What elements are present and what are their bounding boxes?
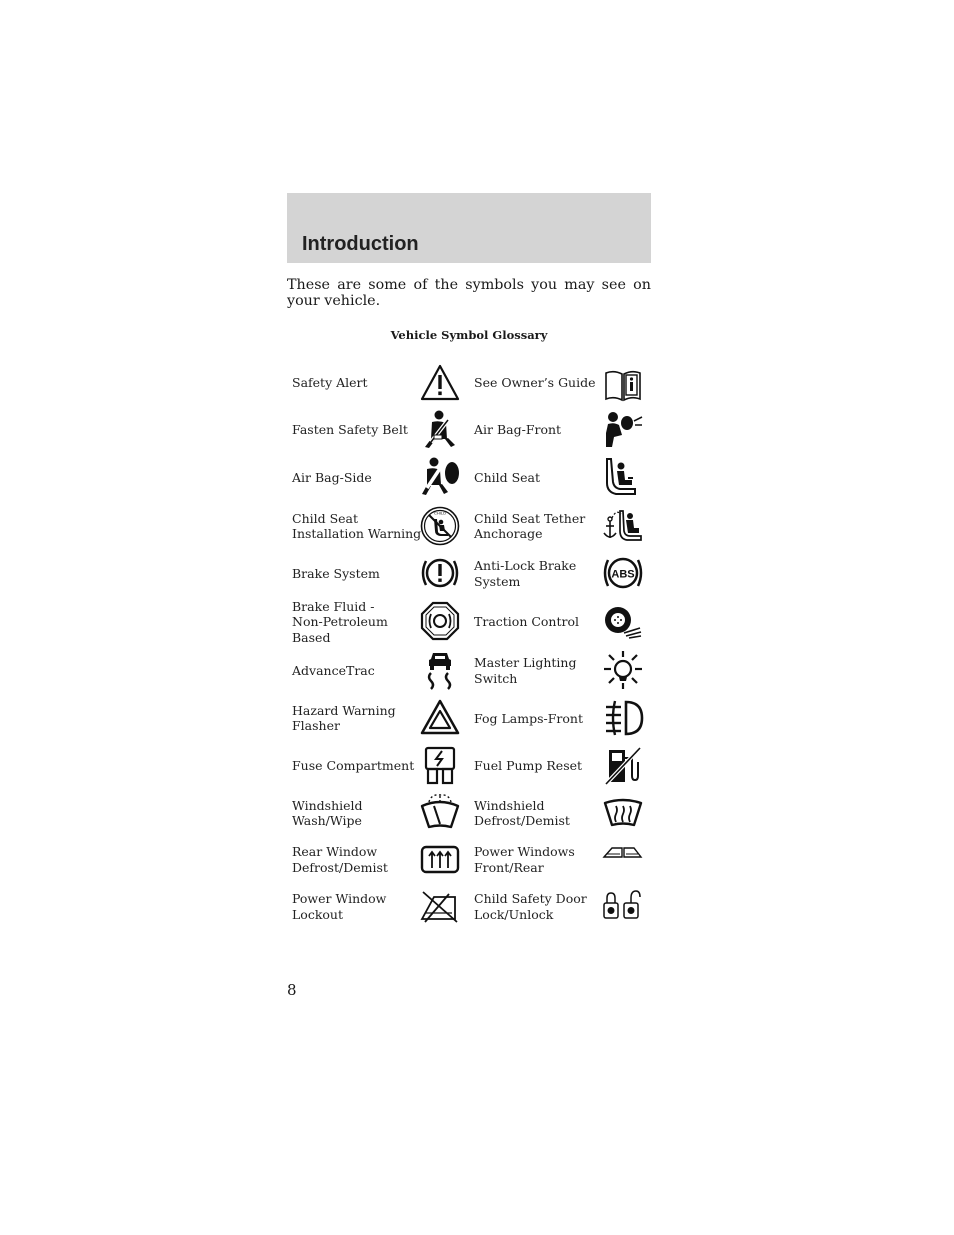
page-number: 8	[287, 981, 297, 999]
label-fuel-pump: Fuel Pump Reset	[474, 758, 583, 773]
label-master-lighting-1: Master Lighting	[474, 655, 577, 670]
abs-icon	[602, 552, 644, 594]
window-lockout-icon	[419, 886, 461, 928]
label-advancetrac: AdvanceTrac	[292, 663, 375, 678]
advancetrac-icon	[419, 649, 461, 691]
safety-alert-icon	[419, 362, 461, 404]
master-lighting-icon	[602, 649, 644, 691]
label-abs-1: Anti-Lock Brake	[474, 558, 577, 573]
label-traction-control: Traction Control	[474, 614, 579, 629]
label-rear-defrost-2: Defrost/Demist	[292, 860, 388, 875]
brake-fluid-icon	[419, 600, 461, 642]
label-air-bag-side: Air Bag-Side	[292, 470, 372, 485]
power-windows-icon	[602, 832, 644, 874]
fuse-icon	[419, 744, 461, 786]
label-brake-fluid-1: Brake Fluid -	[292, 599, 375, 614]
label-fasten-safety-belt: Fasten Safety Belt	[292, 422, 408, 437]
tether-anchor-icon	[602, 505, 644, 547]
windshield-defrost-icon	[602, 792, 644, 834]
page-title: Introduction	[302, 233, 419, 255]
hazard-icon	[419, 697, 461, 739]
label-brake-fluid-3: Based	[292, 630, 331, 645]
brake-system-icon	[419, 552, 461, 594]
label-abs-2: System	[474, 574, 521, 589]
label-window-lockout-2: Lockout	[292, 907, 344, 922]
label-child-tether-1: Child Seat Tether	[474, 511, 586, 526]
intro-paragraph: These are some of the symbols you may see on your vehicle.	[287, 277, 651, 309]
label-wash-wipe-1: Windshield	[292, 798, 363, 813]
label-ws-defrost-2: Defrost/Demist	[474, 813, 570, 828]
section-header	[287, 193, 651, 263]
child-door-lock-icon	[602, 886, 644, 928]
label-power-windows-1: Power Windows	[474, 844, 575, 859]
label-air-bag-front: Air Bag-Front	[474, 422, 562, 437]
child-tag-text: CHILD	[433, 510, 447, 516]
label-fog-lamps: Fog Lamps-Front	[474, 711, 583, 726]
label-hazard-1: Hazard Warning	[292, 703, 396, 718]
label-power-windows-2: Front/Rear	[474, 860, 544, 875]
label-child-seat-install-1: Child Seat	[292, 511, 359, 526]
fuel-pump-icon	[602, 744, 644, 786]
label-rear-defrost-1: Rear Window	[292, 844, 378, 859]
wash-wipe-icon	[419, 792, 461, 834]
seat-belt-icon	[419, 409, 461, 451]
glossary-title: Vehicle Symbol Glossary	[390, 328, 548, 342]
label-brake-system: Brake System	[292, 566, 380, 581]
label-child-seat: Child Seat	[474, 470, 541, 485]
traction-control-icon	[602, 600, 644, 642]
child-seat-warning-icon	[419, 505, 461, 547]
label-hazard-2: Flasher	[292, 718, 340, 733]
label-brake-fluid-2: Non-Petroleum	[292, 614, 388, 629]
label-child-lock-1: Child Safety Door	[474, 891, 587, 906]
air-bag-front-icon	[602, 409, 644, 451]
label-child-tether-2: Anchorage	[474, 526, 543, 541]
label-child-seat-install-2: Installation Warning	[292, 526, 422, 541]
label-master-lighting-2: Switch	[474, 671, 518, 686]
rear-defrost-icon	[419, 839, 461, 881]
label-wash-wipe-2: Wash/Wipe	[292, 813, 362, 828]
fog-lamps-icon	[602, 697, 644, 739]
abs-text: ABS	[611, 568, 635, 581]
label-fuse: Fuse Compartment	[292, 758, 415, 773]
label-child-lock-2: Lock/Unlock	[474, 907, 554, 922]
owners-guide-icon	[602, 364, 644, 406]
child-seat-icon	[602, 456, 644, 498]
label-window-lockout-1: Power Window	[292, 891, 387, 906]
air-bag-side-icon	[419, 456, 461, 498]
label-safety-alert: Safety Alert	[292, 375, 368, 390]
label-ws-defrost-1: Windshield	[474, 798, 545, 813]
label-see-owners-guide: See Owner’s Guide	[474, 375, 596, 390]
